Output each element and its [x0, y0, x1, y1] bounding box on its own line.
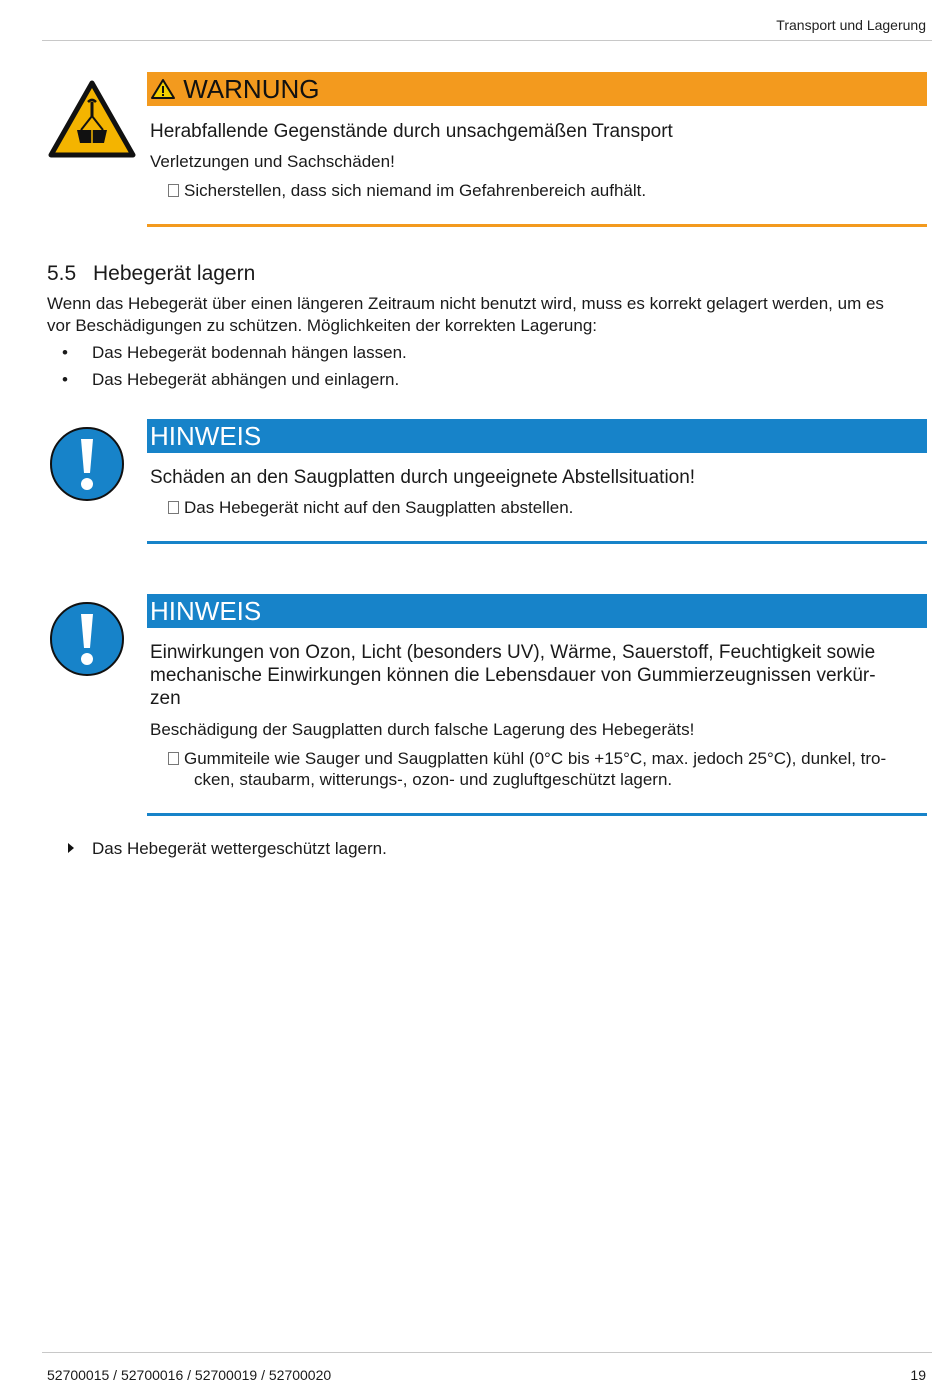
list-item: Das Hebegerät abhängen und einlagern. [92, 370, 400, 389]
suspended-load-warning-icon [48, 80, 136, 158]
final-step: Das Hebegerät wettergeschützt lagern. [92, 839, 387, 858]
note2-action-line-1 [168, 749, 886, 769]
section-heading [47, 262, 255, 286]
step-arrow-icon [67, 842, 75, 854]
checkbox-icon [168, 501, 179, 514]
section-number: 5.5 [47, 262, 77, 285]
checkbox-icon [168, 752, 179, 765]
warning-consequence: Verletzungen und Sachschäden! [150, 152, 395, 171]
note1-label-bar [147, 419, 927, 453]
note1-action [168, 498, 573, 518]
note2-action-line-2: cken, staubarm, witterungs-, ozon- und zugluftgeschützt lagern. [194, 770, 673, 789]
warning-end-line [147, 224, 927, 227]
note1-action-text: Das Hebegerät nicht auf den Saugplatten abstellen. [184, 498, 574, 517]
warning-triangle-icon [150, 78, 176, 100]
footer-page-number: 19 [910, 1367, 926, 1383]
list-item: Das Hebegerät bodennah hängen lassen. [92, 343, 407, 362]
section-intro-line-2: vor Beschädigungen zu schützen. Möglichkeiten der korrekten Lagerung: [47, 316, 598, 335]
note1-label: HINWEIS [150, 421, 262, 451]
note2-lead-line-3: zen [150, 688, 181, 709]
footer-article-numbers: 52700015 / 52700016 / 52700019 / 52700020 [47, 1367, 332, 1383]
page-header-title: Transport und Lagerung [776, 17, 926, 33]
warning-action-text: Sicherstellen, dass sich niemand im Gefahrenbereich aufhält. [184, 181, 647, 200]
warning-action [168, 181, 646, 201]
note1-end-line [147, 541, 927, 544]
note2-label-bar [147, 594, 927, 628]
exclamation-note-icon [48, 425, 126, 503]
note1-lead: Schäden an den Saugplatten durch ungeeignete Abstellsituation! [150, 467, 696, 488]
note2-lead-line-1: Einwirkungen von Ozon, Licht (besonders UV), Wärme, Sauerstoff, Feuchtigkeit sowie [150, 642, 876, 663]
section-intro-line-1: Wenn das Hebegerät über einen längeren Zeitraum nicht benutzt wird, muss es korrekt gelagert werden, um es [47, 294, 884, 313]
note2-label: HINWEIS [150, 596, 262, 626]
note2-lead-line-2: mechanische Einwirkungen können die Lebensdauer von Gummierzeugnissen verkür- [150, 665, 876, 686]
warning-lead: Herabfallende Gegenstände durch unsachgemäßen Transport [150, 121, 673, 142]
warning-label-bar [147, 72, 927, 106]
note2-end-line [147, 813, 927, 816]
bullet-dot-icon: • [62, 343, 68, 362]
checkbox-icon [168, 184, 179, 197]
bullet-dot-icon: • [62, 370, 68, 389]
footer-rule [42, 1352, 932, 1353]
note2-action-text: Gummiteile wie Sauger und Saugplatten kühl (0°C bis +15°C, max. jedoch 25°C), dunkel, tro- [184, 749, 887, 768]
note2-consequence: Beschädigung der Saugplatten durch falsche Lagerung des Hebegeräts! [150, 720, 695, 739]
warning-label: WARNUNG [183, 74, 320, 104]
section-title: Hebegerät lagern [93, 262, 256, 285]
header-rule [42, 40, 932, 41]
exclamation-note-icon [48, 600, 126, 678]
